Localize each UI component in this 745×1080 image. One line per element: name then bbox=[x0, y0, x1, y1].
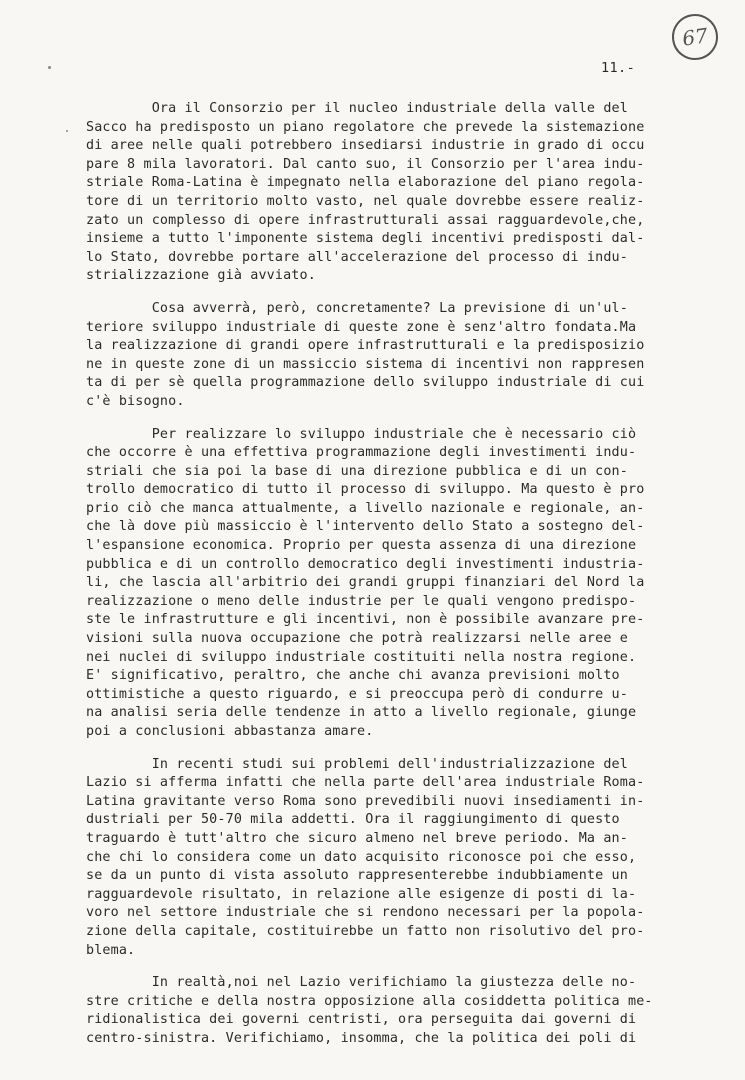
body-text bbox=[86, 100, 706, 1063]
text-line: strializzazione già avviato. bbox=[86, 268, 316, 284]
text-line: trollo democratico di tutto il processo di sviluppo. Ma questo è pro bbox=[86, 482, 645, 498]
text-line: teriore sviluppo industriale di queste zone è senz'altro fondata.Ma bbox=[86, 319, 637, 335]
text-line: Per realizzare lo sviluppo industriale che è necessario ciò bbox=[86, 426, 637, 442]
paragraph bbox=[86, 426, 706, 742]
text-line: ste le infrastrutture e gli incentivi, non è possibile avanzare pre- bbox=[86, 612, 645, 628]
text-line: la realizzazione di grandi opere infrastrutturali e la predisposizio bbox=[86, 338, 645, 354]
text-line: na analisi seria delle tendenze in atto a livello regionale, giunge bbox=[86, 705, 637, 721]
text-line: zato un complesso di opere infrastrutturali assai ragguardevole,che, bbox=[86, 212, 645, 228]
text-line: visioni sulla nuova occupazione che potrà realizzarsi nelle aree e bbox=[86, 631, 628, 647]
text-line: Latina gravitante verso Roma sono prevedibili nuovi insediamenti in- bbox=[86, 793, 645, 809]
paper-speck bbox=[48, 66, 51, 69]
text-line: Ora il Consorzio per il nucleo industriale della valle del bbox=[86, 101, 628, 116]
text-line: che chi lo considera come un dato acquisito riconosce poi che esso, bbox=[86, 849, 637, 865]
text-line: Sacco ha predisposto un piano regolatore che prevede la sistemazione bbox=[86, 119, 645, 135]
text-line: se da un punto di vista assoluto rappresenterebbe indubbiamente un bbox=[86, 868, 628, 884]
text-line: che occorre è una effettiva programmazione degli investimenti indu- bbox=[86, 445, 637, 461]
text-line: ridionalistica dei governi centristi, ora perseguita dai governi di bbox=[86, 1012, 637, 1028]
text-line: poi a conclusioni abbastanza amare. bbox=[86, 724, 374, 739]
text-line: stre critiche e della nostra opposizione alla cosiddetta politica me- bbox=[86, 993, 653, 1009]
text-line: traguardo è tutt'altro che sicuro almeno nel breve periodo. Ma an- bbox=[86, 830, 628, 846]
text-line: Lazio si afferma infatti che nella parte dell'area industriale Roma- bbox=[86, 775, 645, 791]
text-line: di aree nelle quali potrebbero insediarsi industrie in grado di occu bbox=[86, 138, 645, 154]
text-line: insieme a tutto l'imponente sistema degli incentivi predisposti dal- bbox=[86, 231, 645, 247]
text-line: pubblica e di un controllo democratico degli investimenti industria- bbox=[86, 556, 645, 572]
text-line: ragguardevole risultato, in relazione alle esigenze di posti di la- bbox=[86, 886, 637, 902]
text-line: ottimistiche a questo riguardo, e si preoccupa però di condurre u- bbox=[86, 686, 628, 702]
page-number: 11.- bbox=[601, 60, 636, 76]
paragraph bbox=[86, 100, 706, 286]
text-line: li, che lascia all'arbitrio dei grandi gruppi finanziari del Nord la bbox=[86, 575, 645, 591]
text-line: In realtà,noi nel Lazio verifichiamo la giustezza delle no- bbox=[86, 975, 637, 991]
text-line: ta di per sè quella programmazione dello sviluppo industriale di cui bbox=[86, 375, 645, 391]
text-line: pare 8 mila lavoratori. Dal canto suo, il Consorzio per l'area indu- bbox=[86, 156, 645, 172]
text-line: Cosa avverrà, però, concretamente? La previsione di un'ul- bbox=[86, 300, 628, 316]
text-line: l'espansione economica. Proprio per questa assenza di una direzione bbox=[86, 538, 637, 554]
text-line: striale Roma-Latina è impegnato nella elaborazione del piano regola- bbox=[86, 175, 645, 191]
text-line: centro-sinistra. Verifichiamo, insomma, che la politica dei poli di bbox=[86, 1030, 637, 1046]
text-line: ne in queste zone di un massiccio sistema di incentivi non rappresen bbox=[86, 356, 645, 372]
text-line: dustriali per 50-70 mila addetti. Ora il raggiungimento di questo bbox=[86, 812, 620, 828]
text-line: che là dove più massiccio è l'intervento dello Stato a sostegno del- bbox=[86, 519, 645, 535]
text-line: prio ciò che manca attualmente, a livello nazionale e regionale, an- bbox=[86, 500, 645, 516]
text-line: realizzazione o meno delle industrie per le quali vengono predispo- bbox=[86, 593, 637, 609]
text-line: voro nel settore industriale che si rendono necessari per la popola- bbox=[86, 905, 645, 921]
paper-speck bbox=[66, 130, 68, 132]
text-line: blema. bbox=[86, 942, 136, 958]
text-line: striali che sia poi la base di una direzione pubblica e di un con- bbox=[86, 463, 628, 479]
text-line: nei nuclei di sviluppo industriale costituiti nella nostra regione. bbox=[86, 649, 637, 665]
paragraph bbox=[86, 300, 706, 412]
text-line: tore di un territorio molto vasto, nel quale dovrebbe essere realiz- bbox=[86, 193, 645, 209]
paragraph bbox=[86, 756, 706, 961]
text-line: c'è bisogno. bbox=[86, 393, 185, 409]
text-line: zione della capitale, costituirebbe un fatto non risolutivo del pro- bbox=[86, 923, 645, 939]
text-line: In recenti studi sui problemi dell'industrializzazione del bbox=[86, 756, 628, 772]
text-line: E' significativo, peraltro, che anche chi avanza previsioni molto bbox=[86, 668, 620, 684]
text-line: lo Stato, dovrebbe portare all'accelerazione del processo di indu- bbox=[86, 249, 628, 265]
archive-number-stamp: 67 bbox=[669, 11, 721, 63]
paragraph bbox=[86, 974, 706, 1048]
